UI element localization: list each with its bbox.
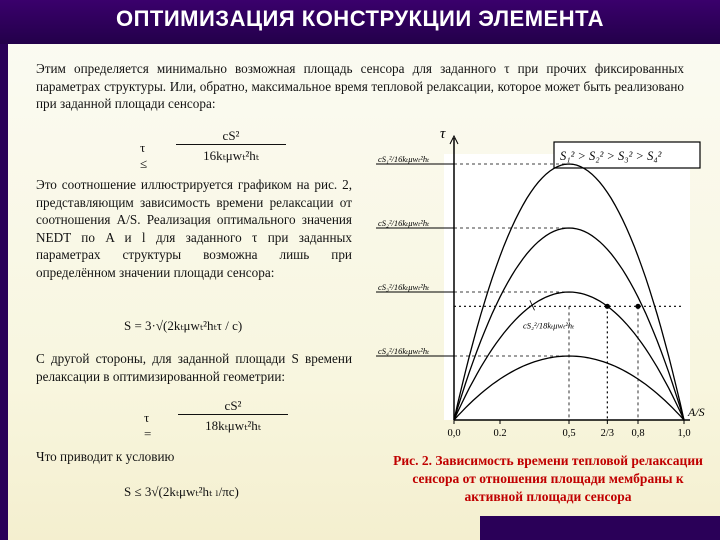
extra-level-label: cS₂²/18kₜμwₜ²hₜ [523,320,575,331]
legend-text: S₁² > S₂² > S₃² > S₄² [560,149,662,163]
paragraph-condition: Что приводит к условию [36,449,175,464]
slide-title: ОПТИМИЗАЦИЯ КОНСТРУКЦИИ ЭЛЕМЕНТА [115,6,605,31]
y-axis-label: τ [440,126,446,142]
level-label-3: cS₃²/16kₜμwₜ²hₜ [378,282,430,292]
left-accent-bar [0,44,8,540]
bottom-accent-bar [480,516,720,540]
formula-sensor-area: S = 3·√(2kₜμwₜ²hₜτ / c) [124,318,243,333]
x-tick-label-4: 0,8 [631,428,645,439]
formula-numerator: cS² [178,398,288,415]
formula-numerator: cS² [176,128,286,145]
plot-area [444,154,690,420]
level-label-4: cS₄²/16kₜμwₜ²hₜ [378,346,430,356]
paragraph-other-side: С другой стороны, для заданной площади S времени релаксации в оптимизированной геометрии: [36,351,352,384]
x-tick-label-5: 1,0 [677,428,691,439]
formula-denominator: 18kₜμwₜ²hₜ [205,418,261,433]
optimum-point-1 [605,304,610,309]
x-axis-label: A/S [688,405,705,419]
x-tick-label-1: 0.2 [493,428,507,439]
x-tick-label-2: 0,5 [562,428,576,439]
x-tick-label-3: 2/3 [600,428,615,439]
formula-lhs: τ ≤ [140,140,148,171]
optimum-point-2 [635,304,640,309]
formula-condition: S ≤ 3√(2kₜμwₜ²hₜ ₗ/πc) [124,484,239,499]
level-label-2: cS₂²/16kₜμwₜ²hₜ [378,218,430,228]
formula-denominator: 16kₜμwₜ²hₜ [203,148,259,163]
formula-lhs: τ = [144,410,152,441]
level-label-1: cS₁²/16kₜμwₜ²hₜ [378,154,430,164]
paragraph-intro: Этим определяется минимально возможная площадь сенсора для заданного τ при прочих фиксированных параметрах структуры. Или, обратно, максимальное время тепловой релаксации, которое может быть реализовано при заданной площади сенсора: [36,61,684,112]
x-tick-label-0: 0,0 [447,428,461,439]
figure-caption: Рис. 2. Зависимость времени тепловой релаксации сенсора от отношения площади мембраны к активной площади сенсора [393,453,703,504]
paragraph-graph-explanation: Это соотношение иллюстрируется графиком на рис. 2, представляющим зависимость времени релаксации от соотношения A/S. Реализация оптимального значения NEDT по A и l для заданного τ при заданных параметрах структуры возможна лишь при определённом значении площади сенсора: [36,177,352,280]
relaxation-time-chart [374,124,714,444]
